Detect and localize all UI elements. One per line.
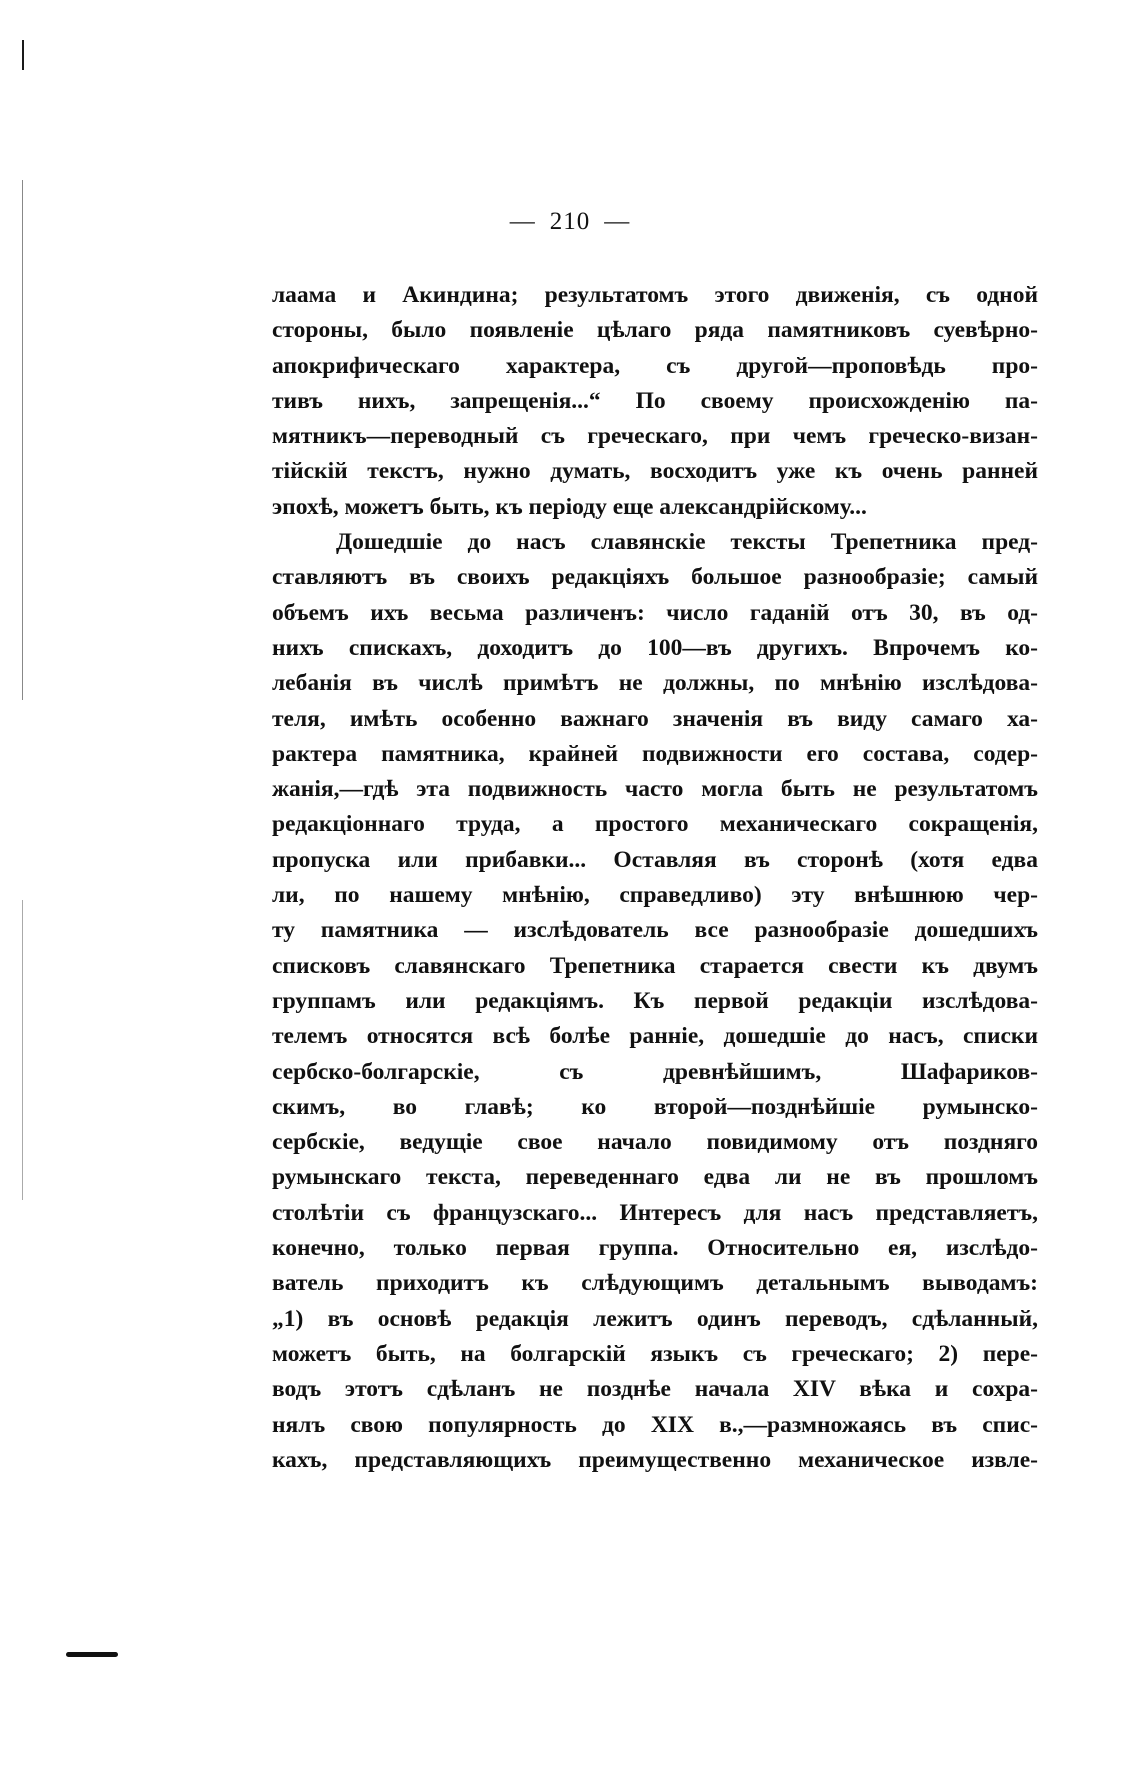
page-number — [140, 208, 1000, 236]
scan-smudge-mark — [66, 1652, 118, 1657]
text-line: телемъ относятся всѣ болѣе ранніе, дошедшіе до насъ, списки — [272, 1023, 1038, 1050]
text-line: пропуска или прибавки... Оставляя въ сторонѣ (хотя едва — [272, 846, 1038, 873]
text-line: редакціоннаго труда, а простого механическаго сокращенія, — [272, 811, 1038, 838]
text-line: теля, имѣть особенно важнаго значенія въ виду самаго ха- — [272, 705, 1038, 732]
text-line: столѣтіи съ французскаго... Интересъ для насъ представляетъ, — [272, 1199, 1038, 1226]
text-line: Дошедшіе до насъ славянскіе тексты Трепетника пред- — [336, 529, 1038, 556]
text-line: конечно, только первая группа. Относительно ея, изслѣдо- — [272, 1235, 1038, 1262]
page-number-value: 210 — [549, 208, 591, 235]
text-line: эпохѣ, можетъ быть, къ періоду еще александрійскому... — [272, 493, 867, 520]
text-line: тійскій текстъ, нужно думать, восходитъ уже къ очень ранней — [272, 458, 1038, 485]
text-line: ватель приходитъ къ слѣдующимъ детальнымъ выводамъ: — [272, 1270, 1038, 1297]
text-line: апокрифическаго характера, съ другой—проповѣдь про- — [272, 352, 1038, 379]
text-line: ту памятника — изслѣдователь все разнообразіе дошедшихъ — [272, 917, 1038, 944]
scan-edge-mark — [22, 40, 24, 70]
scan-edge-line — [22, 180, 23, 700]
text-line: румынскаго текста, переведеннаго едва ли не въ прошломъ — [272, 1164, 1038, 1191]
text-line: ставляютъ въ своихъ редакціяхъ большое разнообразіе; самый — [272, 564, 1038, 591]
text-line: жанія,—гдѣ эта подвижность часто могла быть не результатомъ — [272, 776, 1038, 803]
text-line: сербскіе, ведущіе свое начало повидимому отъ поздняго — [272, 1129, 1038, 1156]
text-line: скимъ, во главѣ; ко второй—позднѣйшіе румынско- — [272, 1093, 1038, 1120]
text-line: объемъ ихъ весьма различенъ: число гаданій отъ 30, въ од- — [272, 599, 1038, 626]
page-number-dash: — — [604, 208, 631, 235]
body-text — [272, 278, 1038, 1478]
text-line: нялъ свою популярность до XIX в.,—размножаясь въ спис- — [272, 1411, 1038, 1438]
text-line: лаама и Акиндина; результатомъ этого движенія, съ одной — [272, 282, 1038, 308]
text-line: группамъ или редакціямъ. Къ первой редакціи изслѣдова- — [272, 987, 1038, 1014]
text-line: „1) въ основѣ редакція лежитъ одинъ переводъ, сдѣланный, — [272, 1305, 1038, 1332]
page-number-dash: — — [509, 208, 536, 235]
text-line: рактера памятника, крайней подвижности его состава, содер- — [272, 740, 1038, 767]
text-line: можетъ быть, на болгарскій языкъ съ греческаго; 2) пере- — [272, 1340, 1038, 1367]
text-line: кахъ, представляющихъ преимущественно механическое извле- — [272, 1446, 1038, 1473]
text-line: тивъ нихъ, запрещенія...“ По своему происхожденію па- — [272, 387, 1038, 414]
text-line: ли, по нашему мнѣнію, справедливо) эту внѣшнюю чер- — [272, 882, 1038, 909]
text-line: стороны, было появленіе цѣлаго ряда памятниковъ суевѣрно- — [272, 317, 1038, 344]
text-line: лебанія въ числѣ примѣтъ не должны, по мнѣнію изслѣдова- — [272, 670, 1038, 697]
text-line: мятникъ—переводный съ греческаго, при чемъ греческо-визан- — [272, 423, 1038, 450]
text-line: списковъ славянскаго Трепетника старается свести къ двумъ — [272, 952, 1038, 979]
text-line: сербско-болгарскіе, съ древнѣйшимъ, Шафариков- — [272, 1058, 1038, 1085]
text-line: нихъ спискахъ, доходитъ до 100—въ другихъ. Впрочемъ ко- — [272, 634, 1038, 661]
scan-edge-line — [22, 900, 23, 1200]
text-line: водъ этотъ сдѣланъ не позднѣе начала XIV вѣка и сохра- — [272, 1376, 1038, 1403]
